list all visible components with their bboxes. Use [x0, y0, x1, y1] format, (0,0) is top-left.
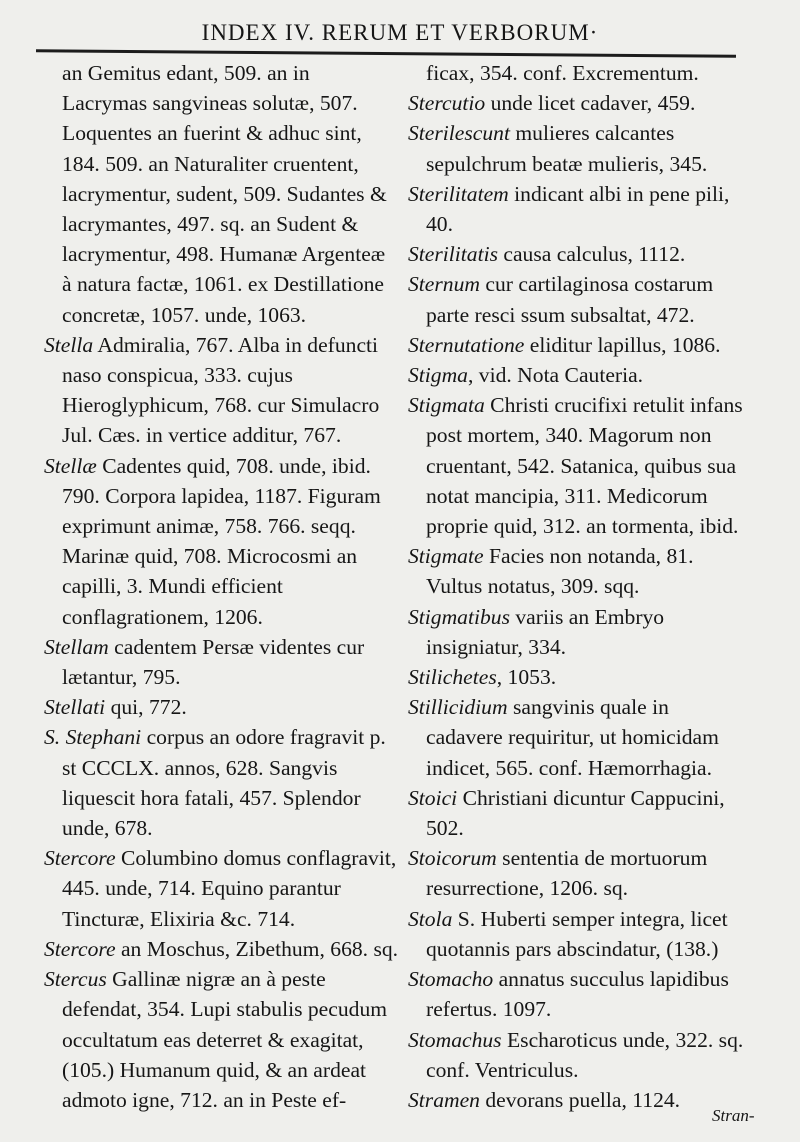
- index-entry: Stola S. Huberti semper integra, licet quotannis pars abscindatur, (138.): [408, 906, 728, 961]
- index-entry: S. Stephani corpus an odore fragravit p. st CCCLX. annos, 628. Sangvis liquescit hora fatali, 457. Splendor unde, 678.: [44, 725, 386, 841]
- headword: Sterilitatis: [408, 242, 498, 267]
- headword: Stellam: [44, 634, 109, 659]
- headword: Stercore: [44, 936, 116, 961]
- index-entry: Sterilescunt mulieres calcantes sepulchrum beatæ mulieris, 345.: [408, 121, 708, 176]
- headword: Stigmata: [408, 393, 485, 418]
- headword: Stillicidium: [408, 695, 508, 720]
- headword: Sternutatione: [408, 332, 525, 357]
- headword: Stigma: [408, 363, 468, 388]
- index-entry: Stramen devorans puella, 1124.: [408, 1087, 681, 1112]
- index-entry: Stercore Columbino domus conflagravit, 445. unde, 714. Equino parantur Tincturæ, Elixiria &c. 714.: [44, 846, 397, 931]
- index-entry: Stercore an Moschus, Zibethum, 668. sq.: [44, 936, 399, 961]
- index-entry: Stercutio unde licet cadaver, 459.: [408, 91, 696, 116]
- headword: Stomacho: [408, 967, 494, 992]
- headword: Sternum: [408, 272, 480, 297]
- index-entry: Stillicidium sangvinis quale in cadavere requiritur, ut homicidam indicet, 565. conf. Hæmorrhagia.: [408, 695, 719, 780]
- index-entry: Stellam cadentem Persæ videntes cur lætantur, 795.: [44, 634, 365, 690]
- index-entry: an Gemitus edant, 509. an in Lacrymas sangvineas solutæ, 507. Loquentes an fuerint & adhuc sint, 184. 509. an Naturaliter cruentent, lacrymentur, sudent, 509. Sudantes & lacrymantes, 497. sq. an Sudent & lacrymentur, 498. Humanæ Argenteæ à natura factæ, 1061. ex Destillatione concretæ, 1057. unde, 1063.: [62, 61, 387, 327]
- index-entry: Stoicorum sententia de mortuorum resurrectione, 1206. sq.: [408, 846, 708, 901]
- headword: Stoici: [408, 785, 458, 810]
- headword: Stercus: [44, 967, 107, 992]
- headword: Stigmate: [408, 544, 484, 569]
- right-column: [408, 58, 748, 1115]
- index-entry: Sterilitatem indicant albi in pene pili, 40.: [408, 181, 730, 237]
- index-entry: Stellæ Cadentes quid, 708. unde, ibid. 790. Corpora lapidea, 1187. Figuram exprimunt animæ, 758. 766. seqq. Marinæ quid, 708. Microcosmi an capilli, 3. Mundi efficient conflagrationem, 1206.: [44, 453, 381, 629]
- index-entry: Sternum cur cartilaginosa costarum parte resci ssum subsaltat, 472.: [408, 272, 714, 327]
- headword: Stercutio: [408, 91, 486, 116]
- index-entry: Stigmata Christi crucifixi retulit infans post mortem, 340. Magorum non cruentant, 542. Satanica, quibus sua notat mancipia, 311. Medicorum proprie quid, 312. an tormenta, ibid.: [408, 393, 743, 539]
- index-entry: Stoici Christiani dicuntur Cappucini, 502.: [408, 785, 725, 841]
- headword: Stellæ: [44, 453, 97, 478]
- index-entry: Stigmate Facies non notanda, 81. Vultus notatus, 309. sqq.: [408, 544, 694, 599]
- index-entry: ficax, 354. conf. Excrementum.: [426, 61, 699, 85]
- index-entry: Stellati qui, 772.: [44, 695, 187, 720]
- headword: Stigmatibus: [408, 604, 510, 629]
- headword: Stomachus: [408, 1027, 502, 1052]
- index-entry: Stomacho annatus succulus lapidibus refertus. 1097.: [408, 967, 729, 1022]
- headword: Stola: [408, 906, 453, 931]
- left-column: [44, 58, 399, 1115]
- index-entry: Stigmatibus variis an Embryo insigniatur, 334.: [408, 604, 665, 659]
- headword: Sterilescunt: [408, 121, 510, 146]
- index-entry: Stella Admiralia, 767. Alba in defuncti naso conspicua, 333. cujus Hieroglyphicum, 768. cur Simulacro Jul. Cæs. in vertice additur, 767.: [44, 332, 380, 448]
- index-entry: Stomachus Escharoticus unde, 322. sq. conf. Ventriculus.: [408, 1027, 744, 1082]
- running-head: INDEX IV. RERUM ET VERBORUM·: [201, 20, 599, 45]
- headword: S. Stephani: [44, 725, 142, 750]
- catchword: Stran-: [712, 1106, 755, 1125]
- index-entry: Stigma, vid. Nota Cauteria.: [408, 363, 644, 388]
- headword: Stercore: [44, 846, 116, 871]
- index-entry: Stilichetes, 1053.: [408, 665, 557, 690]
- index-entry: Sterilitatis causa calculus, 1112.: [408, 242, 686, 267]
- index-entry: Sternutatione eliditur lapillus, 1086.: [408, 332, 721, 357]
- headword: Stramen: [408, 1087, 480, 1112]
- headword: Stilichetes: [408, 665, 497, 690]
- index-entry: Stercus Gallinæ nigræ an à peste defendat, 354. Lupi stabulis pecudum occultatum eas deterret & exagitat, (105.) Humanum quid, & an ardeat admoto igne, 712. an in Peste ef-: [44, 967, 388, 1112]
- header-rule: [36, 49, 736, 57]
- headword: Stellati: [44, 695, 106, 720]
- headword: Stella: [44, 332, 94, 357]
- headword: Stoicorum: [408, 846, 497, 871]
- headword: Sterilitatem: [408, 181, 509, 206]
